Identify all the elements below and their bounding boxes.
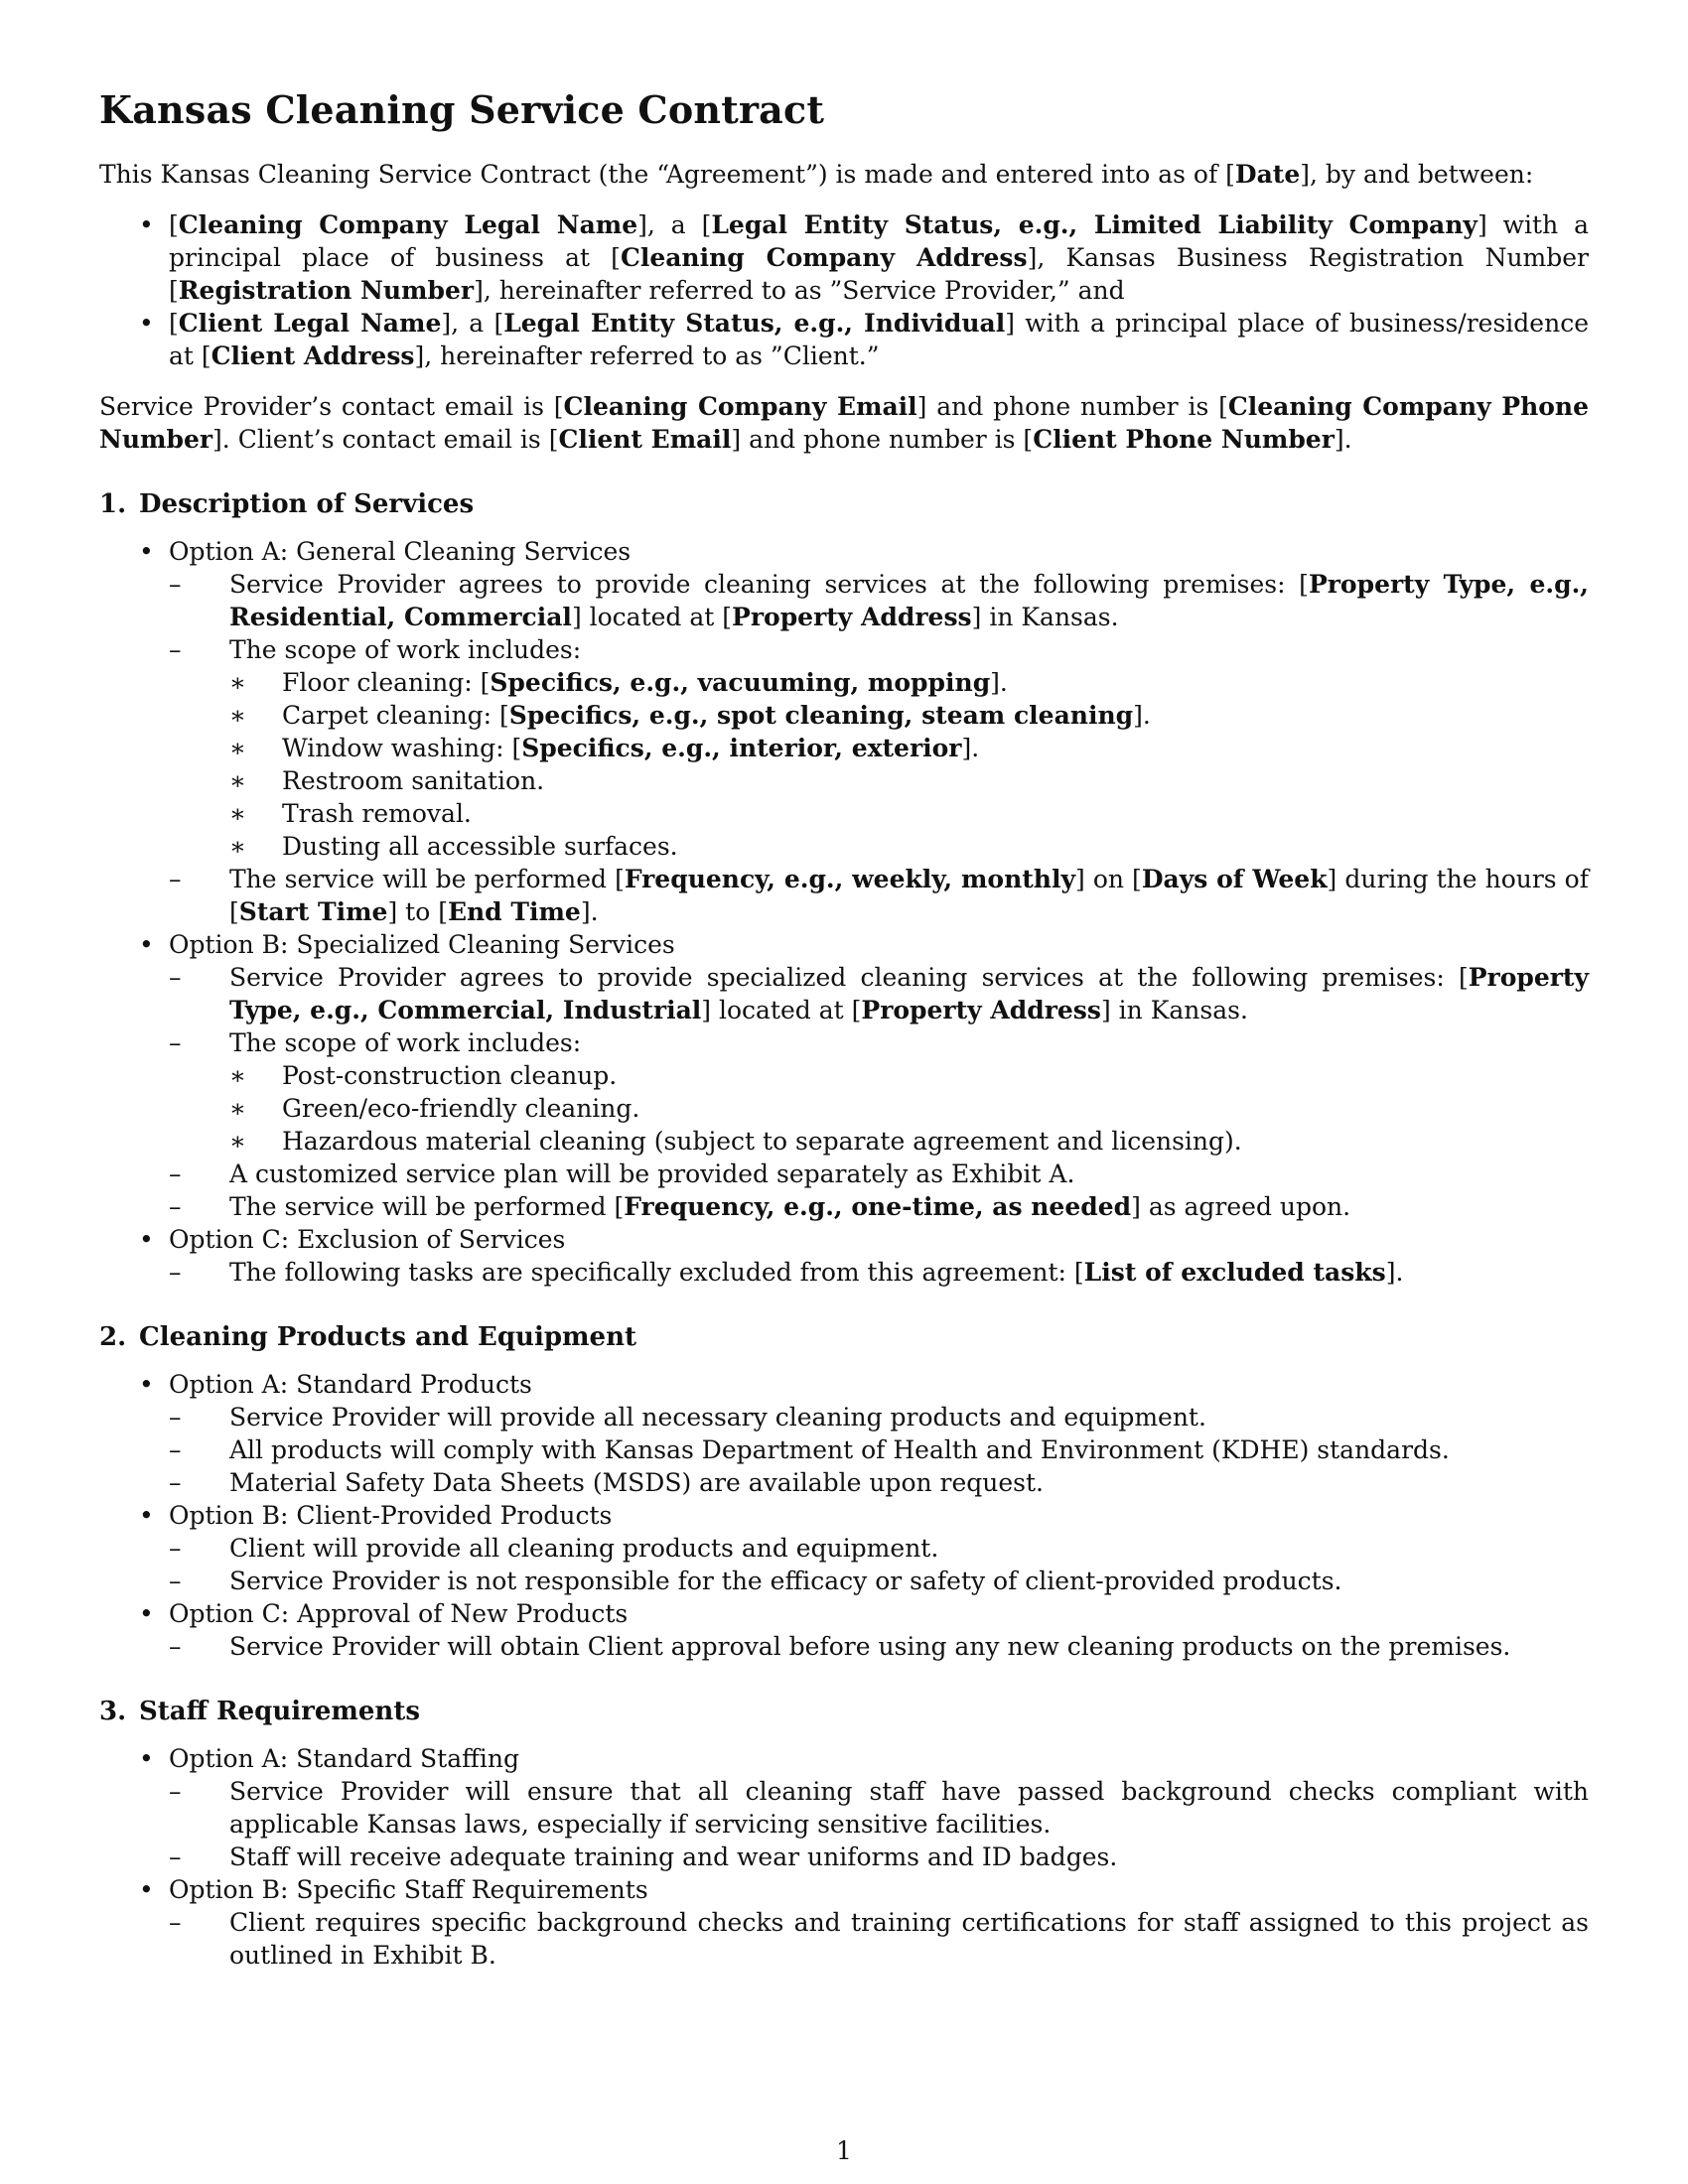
list-item: – Service Provider agrees to provide cleaning services at the following premises: [Property Type, e.g., Residential, Commercial] located at [Property Address] in Kansas. bbox=[169, 568, 1589, 633]
list-item: ∗ Post-construction cleanup. bbox=[229, 1059, 1589, 1092]
list-item: – The service will be performed [Frequency, e.g., one-time, as needed] as agreed upon. bbox=[169, 1190, 1589, 1223]
list-item: – All products will comply with Kansas Department of Health and Environment (KDHE) standards. bbox=[169, 1433, 1589, 1466]
list-item: ∗ Floor cleaning: [Specifics, e.g., vacuuming, mopping]. bbox=[229, 666, 1589, 699]
option-item: • Option C: Exclusion of Services – The following tasks are specifically excluded from this agreement: [List of excluded tasks]. bbox=[99, 1223, 1589, 1289]
section-heading-2: 2. Cleaning Products and Equipment bbox=[99, 1322, 636, 1352]
option-item: • Option A: General Cleaning Services – Service Provider agrees to provide cleaning services at the following premises: [Property Type, e.g., Residential, Commercial] located at [Property Address] in Kansas. – The scope of work includes: ∗ Floor cleaning: [Specifics, e.g., vacuuming, mopping]. ∗ Carpet cleaning: [Specifics, e.g., spot cleaning, steam cleaning]. ∗ Window washing: [Specifics, e.g., interior, exterior]. ∗ Restroom sanitation. ∗ Trash removal. ∗ Dusting all accessible surfaces. – The service will be performed [Frequency, e.g., weekly, monthly] on [Days of Week] during the hours of [Start Time] to [End Time]. bbox=[99, 535, 1589, 928]
option-item: • Option B: Specialized Cleaning Services – Service Provider agrees to provide specialized cleaning services at the following premises: [Property Type, e.g., Commercial, Industrial] located at [Property Address] in Kansas. – The scope of work includes: ∗ Post-construction cleanup. ∗ Green/eco-friendly cleaning. ∗ Hazardous material cleaning (subject to separate agreement and licensing). – A customized service plan will be provided separately as Exhibit A. – The service will be performed [Frequency, e.g., one-time, as needed] as agreed upon. bbox=[99, 928, 1589, 1223]
list-item: – The following tasks are specifically excluded from this agreement: [List of excluded tasks]. bbox=[169, 1256, 1589, 1289]
option-item: • Option A: Standard Staffing – Service Provider will ensure that all cleaning staff have passed background checks compliant with applicable Kansas laws, especially if servicing sensitive facilities. – Staff will receive adequate training and wear uniforms and ID badges. bbox=[99, 1742, 1589, 1873]
list-item: – Client will provide all cleaning products and equipment. bbox=[169, 1532, 1589, 1565]
list-item: – The scope of work includes: ∗ Floor cleaning: [Specifics, e.g., vacuuming, mopping]. ∗ Carpet cleaning: [Specifics, e.g., spot cleaning, steam cleaning]. ∗ Window washing: [Specifics, e.g., interior, exterior]. ∗ Restroom sanitation. ∗ Trash removal. ∗ Dusting all accessible surfaces. bbox=[169, 633, 1589, 863]
option-item: • Option A: Standard Products – Service Provider will provide all necessary cleaning products and equipment. – All products will comply with Kansas Department of Health and Environment (KDHE) standards. – Material Safety Data Sheets (MSDS) are available upon request. bbox=[99, 1368, 1589, 1499]
intro-paragraph: This Kansas Cleaning Service Contract (the “Agreement”) is made and entered into as of [Date], by and between: bbox=[99, 160, 1534, 189]
list-item: – Service Provider will obtain Client approval before using any new cleaning products on the premises. bbox=[169, 1630, 1589, 1663]
section-1-options bbox=[99, 535, 1589, 1289]
list-item: – Service Provider will provide all necessary cleaning products and equipment. bbox=[169, 1401, 1589, 1433]
list-item: – Client requires specific background checks and training certifications for staff assigned to this project as outlined in Exhibit B. bbox=[169, 1906, 1589, 1972]
party-service-provider: • [Cleaning Company Legal Name], a [Legal Entity Status, e.g., Limited Liability Company] with a principal place of business at [Cleaning Company Address], Kansas Business Registration Number [Registration Number], hereinafter referred to as ”Service Provider,” and bbox=[99, 208, 1589, 307]
list-item: ∗ Hazardous material cleaning (subject to separate agreement and licensing). bbox=[229, 1125, 1589, 1158]
list-item: – Staff will receive adequate training and wear uniforms and ID badges. bbox=[169, 1841, 1589, 1873]
parties-list bbox=[99, 208, 1589, 372]
list-item: ∗ Window washing: [Specifics, e.g., interior, exterior]. bbox=[229, 732, 1589, 764]
section-3-options bbox=[99, 1742, 1589, 1972]
list-item: – A customized service plan will be provided separately as Exhibit A. bbox=[169, 1158, 1589, 1190]
page-number: 1 bbox=[836, 2136, 852, 2165]
list-item: ∗ Carpet cleaning: [Specifics, e.g., spot cleaning, steam cleaning]. bbox=[229, 699, 1589, 732]
list-item: – The scope of work includes: ∗ Post-construction cleanup. ∗ Green/eco-friendly cleaning. ∗ Hazardous material cleaning (subject to separate agreement and licensing). bbox=[169, 1026, 1589, 1158]
party-client: • [Client Legal Name], a [Legal Entity Status, e.g., Individual] with a principal place of business/residence at [Client Address], hereinafter referred to as ”Client.” bbox=[99, 307, 1589, 372]
list-item: ∗ Green/eco-friendly cleaning. bbox=[229, 1092, 1589, 1125]
section-heading-1: 1. Description of Services bbox=[99, 489, 475, 519]
list-item: ∗ Restroom sanitation. bbox=[229, 764, 1589, 797]
document-title: Kansas Cleaning Service Contract bbox=[99, 87, 825, 132]
option-item: • Option C: Approval of New Products – Service Provider will obtain Client approval before using any new cleaning products on the premises. bbox=[99, 1597, 1589, 1663]
option-item: • Option B: Specific Staff Requirements – Client requires specific background checks and training certifications for staff assigned to this project as outlined in Exhibit B. bbox=[99, 1873, 1589, 1972]
list-item: ∗ Trash removal. bbox=[229, 797, 1589, 830]
document-page bbox=[99, 87, 1589, 1989]
list-item: – Service Provider is not responsible for the efficacy or safety of client-provided products. bbox=[169, 1565, 1589, 1597]
option-item: • Option B: Client-Provided Products – Client will provide all cleaning products and equipment. – Service Provider is not responsible for the efficacy or safety of client-provided products. bbox=[99, 1499, 1589, 1597]
list-item: – Service Provider will ensure that all cleaning staff have passed background checks compliant with applicable Kansas laws, especially if servicing sensitive facilities. bbox=[169, 1775, 1589, 1841]
list-item: ∗ Dusting all accessible surfaces. bbox=[229, 830, 1589, 863]
contact-paragraph: Service Provider’s contact email is [Cleaning Company Email] and phone number is [Cleaning Company Phone Number]. Client’s contact email is [Client Email] and phone number is [Client Phone Number]. bbox=[99, 392, 1589, 454]
list-item: – Service Provider agrees to provide specialized cleaning services at the following premises: [Property Type, e.g., Commercial, Industrial] located at [Property Address] in Kansas. bbox=[169, 961, 1589, 1026]
section-2-options bbox=[99, 1368, 1589, 1663]
list-item: – Material Safety Data Sheets (MSDS) are available upon request. bbox=[169, 1466, 1589, 1499]
section-heading-3: 3. Staff Requirements bbox=[99, 1697, 420, 1726]
list-item: – The service will be performed [Frequency, e.g., weekly, monthly] on [Days of Week] during the hours of [Start Time] to [End Time]. bbox=[169, 863, 1589, 928]
